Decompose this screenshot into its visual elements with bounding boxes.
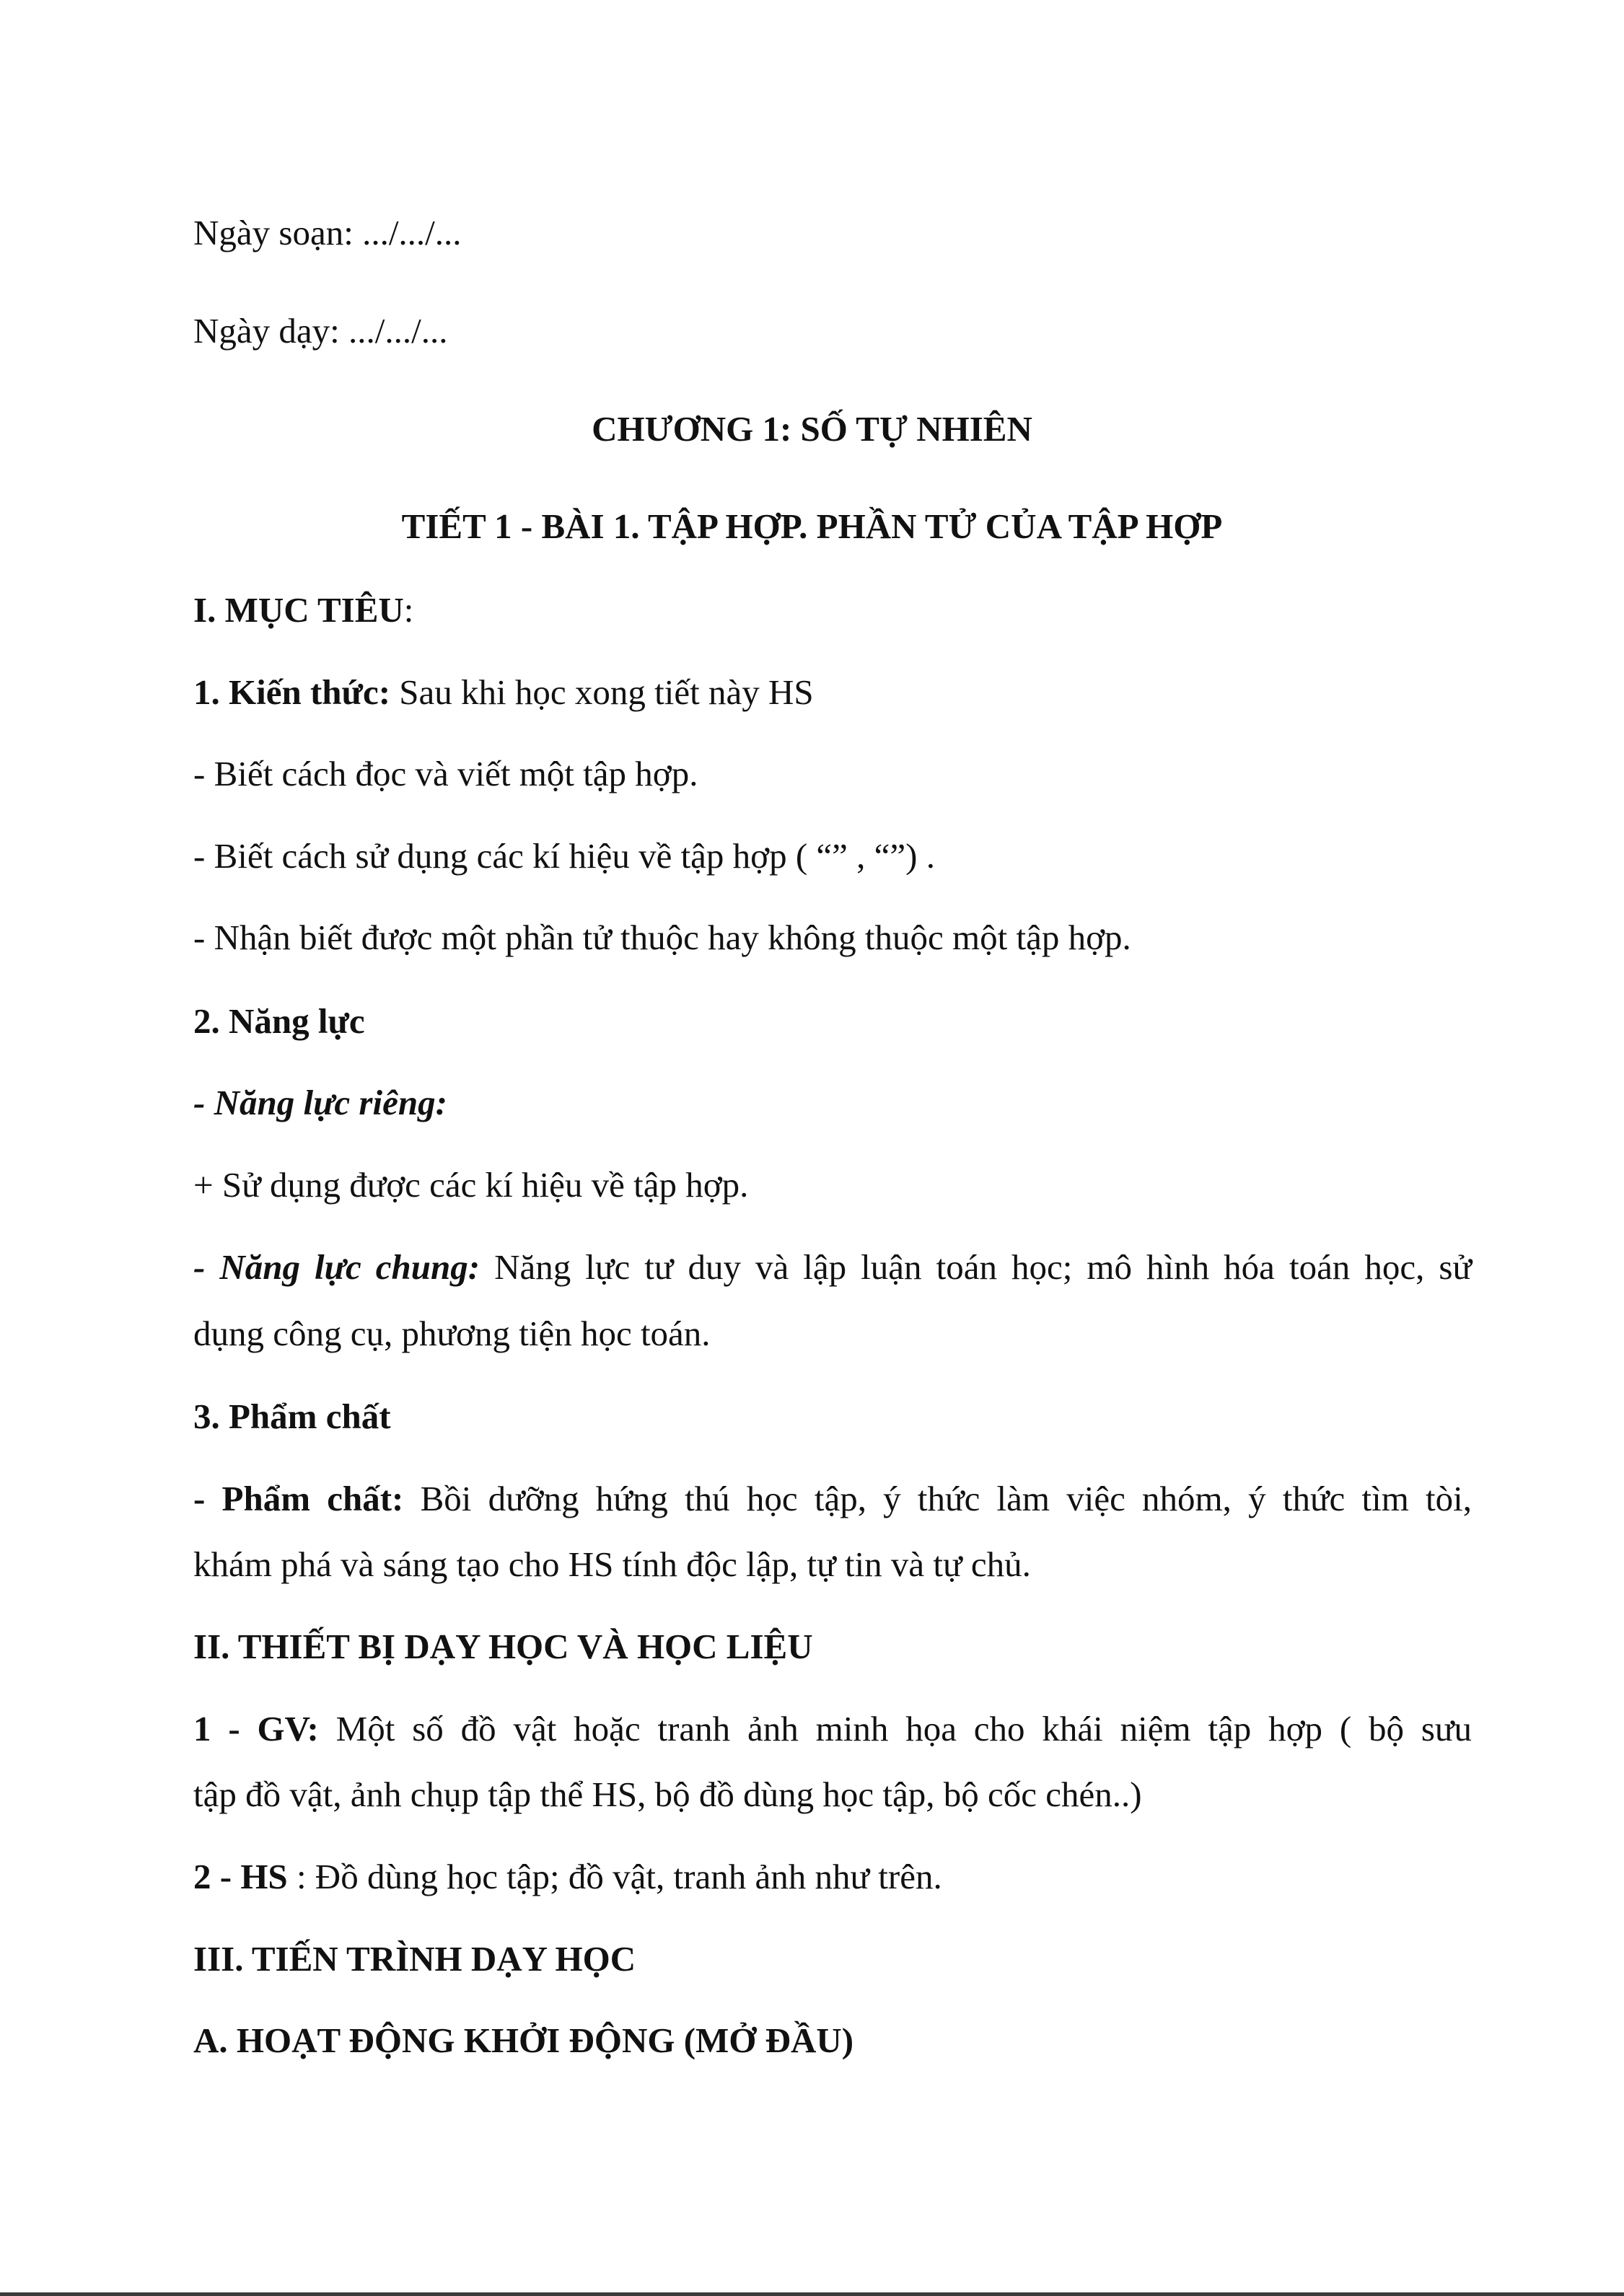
page-bottom-border — [0, 2292, 1624, 2296]
date-taught: Ngày dạy: .../.../... — [193, 311, 448, 351]
general-competence-line — [193, 1246, 1472, 1289]
student-label: 2 - HS — [193, 1857, 288, 1896]
teacher-line-2: tập đồ vật, ảnh chụp tập thể HS, bộ đồ dùng học tập, bộ cốc chén..) — [193, 1774, 1142, 1814]
general-competence-text: Năng lực tư duy và lập luận toán học; mô hình hóa toán học, sử — [480, 1247, 1472, 1287]
section-heading-process: III. TIẾN TRÌNH DẠY HỌC — [193, 1939, 636, 1979]
specific-competence-item: + Sử dụng được các kí hiệu về tập hợp. — [193, 1165, 749, 1205]
teacher-line — [193, 1707, 1472, 1751]
date-prepared: Ngày soạn: .../.../... — [193, 213, 462, 252]
knowledge-line — [193, 671, 1472, 714]
knowledge-text: Sau khi học xong tiết này HS — [390, 672, 814, 712]
qualities-line — [193, 1477, 1472, 1521]
student-line — [193, 1855, 1472, 1899]
objectives-heading-colon: : — [403, 590, 414, 630]
specific-competence-label: - Năng lực riêng: — [193, 1083, 447, 1122]
lesson-title: TIẾT 1 - BÀI 1. TẬP HỢP. PHẦN TỬ CỦA TẬP HỢP — [401, 506, 1223, 546]
general-competence-label: - Năng lực chung: — [193, 1247, 480, 1287]
knowledge-item: - Biết cách sử dụng các kí hiệu về tập hợp ( “” , “”) . — [193, 836, 935, 876]
knowledge-label: 1. Kiến thức: — [193, 672, 391, 712]
section-heading-equipment: II. THIẾT BỊ DẠY HỌC VÀ HỌC LIỆU — [193, 1627, 813, 1666]
teacher-text: Một số đồ vật hoặc tranh ảnh minh họa cho khái niệm tập hợp ( bộ sưu — [318, 1709, 1472, 1749]
knowledge-item: - Nhận biết được một phần tử thuộc hay không thuộc một tập hợp. — [193, 918, 1131, 957]
qualities-heading: 3. Phẩm chất — [193, 1396, 391, 1436]
general-competence-line-2: dụng công cụ, phương tiện học toán. — [193, 1314, 711, 1353]
objectives-heading-text: I. MỤC TIÊU — [193, 590, 404, 630]
qualities-label: - Phẩm chất: — [193, 1479, 404, 1518]
chapter-title: CHƯƠNG 1: SỐ TỰ NHIÊN — [592, 409, 1032, 449]
qualities-text: Bồi dưỡng hứng thú học tập, ý thức làm việc nhóm, ý thức tìm tòi, — [403, 1479, 1472, 1518]
teacher-label: 1 - GV: — [193, 1709, 319, 1749]
knowledge-item: - Biết cách đọc và viết một tập hợp. — [193, 754, 698, 793]
qualities-line-2: khám phá và sáng tạo cho HS tính độc lập, tự tin và tự chủ. — [193, 1544, 1031, 1584]
section-heading-objectives — [193, 589, 1472, 632]
activity-heading-warmup: A. HOẠT ĐỘNG KHỞI ĐỘNG (MỞ ĐẦU) — [193, 2020, 854, 2060]
competence-heading: 2. Năng lực — [193, 1001, 365, 1041]
student-text: : Đồ dùng học tập; đồ vật, tranh ảnh như trên. — [287, 1857, 942, 1896]
